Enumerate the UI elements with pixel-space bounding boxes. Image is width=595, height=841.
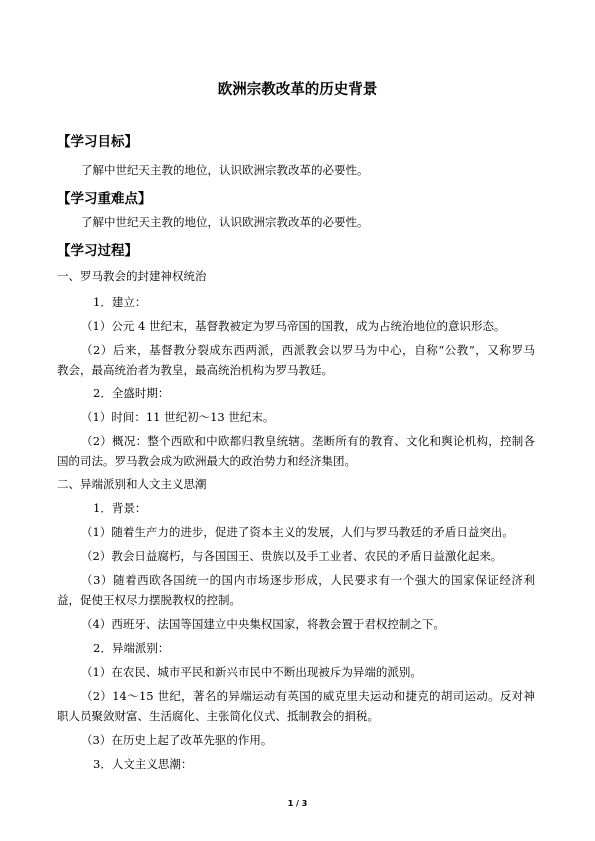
part2-sub1-p3b: 益，促使王权尽力摆脱教权的控制。	[57, 593, 241, 607]
part1-heading: 一、罗马教会的封建神权统治	[57, 269, 207, 283]
part1-sub2: 2．全盛时期：	[93, 386, 170, 400]
goals-text: 了解中世纪天主教的地位，认识欧洲宗教改革的必要性。	[81, 163, 369, 177]
part1-sub1: 1．建立：	[93, 295, 147, 309]
page-number: 1 / 3	[287, 799, 308, 808]
part1-sub2-p2b: 国的司法。罗马教会成为欧洲最大的政治势力和经济集团。	[57, 454, 356, 468]
part2-sub1-p3a: （3）随着西欧各国统一的国内市场逐步形成，人民要求有一个强大的国家保证经济利	[81, 573, 535, 587]
part2-heading: 二、异端派别和人文主义思潮	[57, 477, 207, 491]
section-heading-process: 【学习过程】	[57, 243, 138, 259]
section-heading-key-points: 【学习重难点】	[57, 191, 152, 207]
part2-sub1: 1．背景：	[93, 501, 147, 515]
section-heading-goals: 【学习目标】	[57, 134, 138, 150]
part1-sub2-p2a: （2）概况：整个西欧和中欧都归教皇统辖。垄断所有的教育、文化和舆论机构，控制各	[81, 434, 535, 448]
part2-sub1-p2: （2）教会日益腐朽，与各国国王、贵族以及手工业者、农民的矛盾日益激化起来。	[81, 549, 503, 563]
part1-sub2-p1: （1）时间：11 世纪初～13 世纪末。	[81, 410, 275, 424]
part2-sub3: 3．人文主义思潮：	[93, 757, 193, 771]
part1-sub1-p1: （1）公元 4 世纪末，基督教被定为罗马帝国的国教，成为占统治地位的意识形态。	[81, 319, 506, 333]
part1-sub1-p2a: （2）后来，基督教分裂成东西两派，西派教会以罗马为中心，自称“公教”，又称罗马	[81, 343, 535, 357]
part2-sub2-p2b: 职人员聚敛财富、生活腐化、主张简化仪式、抵制教会的捐税。	[57, 709, 379, 723]
part1-sub1-p2b: 教会，最高统治者为教皇，最高统治机构为罗马教廷。	[57, 363, 333, 377]
key-points-text: 了解中世纪天主教的地位，认识欧洲宗教改革的必要性。	[81, 215, 369, 229]
part2-sub1-p4: （4）西班牙、法国等国建立中央集权国家，将教会置于君权控制之下。	[81, 617, 445, 631]
document-title: 欧洲宗教改革的历史背景	[217, 82, 378, 98]
part2-sub2: 2．异端派别：	[93, 641, 170, 655]
part2-sub2-p1: （1）在农民、城市平民和新兴市民中不断出现被斥为异端的派别。	[81, 665, 422, 679]
part2-sub2-p2a: （2）14～15 世纪，著名的异端运动有英国的威克里夫运动和捷克的胡司运动。反对神	[81, 689, 535, 703]
part2-sub1-p1: （1）随着生产力的进步，促进了资本主义的发展，人们与罗马教廷的矛盾日益突出。	[81, 525, 514, 539]
part2-sub2-p3: （3）在历史上起了改革先驱的作用。	[81, 733, 273, 747]
